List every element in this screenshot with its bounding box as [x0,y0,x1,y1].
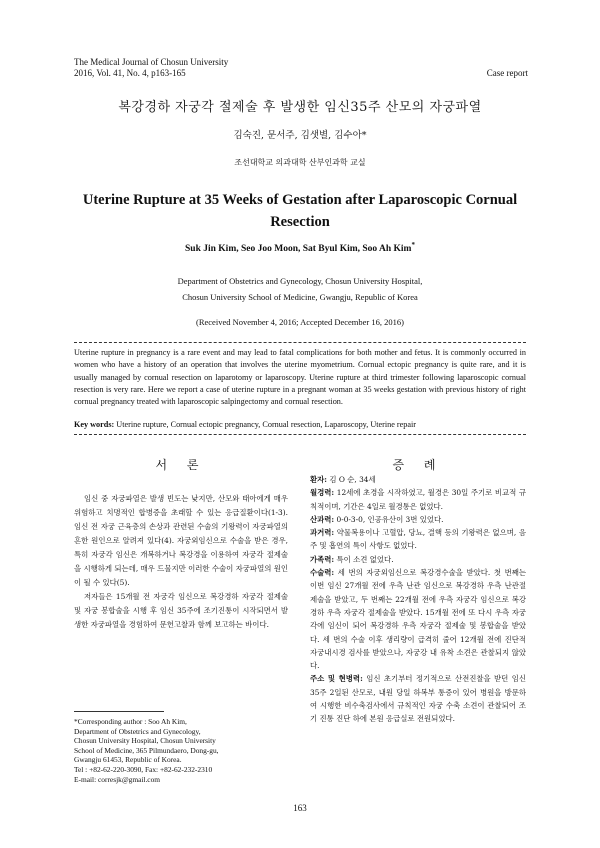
case-item-text: 12세에 초경을 시작하였고, 월경은 30일 주기로 비교적 규칙적이며, 기간은 4일로 월경통은 없었다. [310,488,526,511]
case-item-text: 특이 소견 없었다. [336,554,394,564]
case-item [310,513,526,526]
corresponding-author-footnote [74,717,294,784]
case-item [310,473,526,486]
corresponding-mark: * [411,241,415,249]
case-column [310,473,526,726]
english-affiliation [0,273,600,305]
english-authors [0,241,600,254]
footnote-line: School of Medicine, 365 Pilmundaero, Dong-gu, [74,745,219,755]
case-item-label: 주소 및 현병력: [310,674,363,684]
intro-heading: 서 론 [155,458,207,472]
english-title: Uterine Rupture at 35 Weeks of Gestation after Laparoscopic Cornual Resection [82,192,518,230]
case-item-text: 김 O 순, 34세 [329,475,376,484]
affiliation-line-2: Chosun University School of Medicine, Gwangju, Republic of Korea [182,292,418,302]
korean-authors: 김숙진, 문서주, 김샛별, 김수아* [233,130,367,141]
journal-issue: 2016, Vol. 41, No. 4, p163-165 [74,68,186,78]
case-item-label: 환자: [310,475,328,484]
case-item-label: 월경력: [310,488,335,498]
footnote-email: E-mail: corresjk@gmail.com [74,774,161,784]
intro-column [74,492,288,632]
case-item [310,672,526,725]
journal-header [74,57,228,79]
case-item-text: 세 번의 자궁외임신으로 복강경수술을 받았다. 첫 번째는 이번 임신 27개월 전에 우측 난관 임신으로 복강경하 우측 난관절제술을 받았고, 두 번째는 22개월 전에 우측 자궁각 임신으로 복강경하 우측 자궁각 절제술을 받았다. 15개월 전에 또 다시 우측 자궁각에 임신이 되어 복강경하 우측 자궁각 절제술 및 봉합술을 받았다. 세 번의 수술 이후 생리량이 급격히 줄어 12개월 전에 진단적 자궁내시경 검사를 받았으나, 자궁강 내 유착 소견은 관찰되지 않았다. [310,568,527,671]
intro-paragraph-1: 임신 중 자궁파열은 발생 빈도는 낮지만, 산모와 태아에게 매우 위험하고 치명적인 합병증을 초래할 수 있는 응급질환이다(1-3). 임신 전 자궁 근육층의 손상과 관련된 수술의 기왕력이 자궁파열의 흔한 원인으로 알려져 있다(4). 자궁외임신으로 수술을 받은 경우, 특히 자궁각 임신은 개복하거나 복강경을 이용하여 자궁각 절제술을 시행하게 되는데, 매우 드물지만 이러한 수술이 자궁파열의 원인이 될 수 있다(5). [74,494,288,587]
journal-name: The Medical Journal of Chosun University [74,57,229,67]
abstract-bottom-divider [74,434,526,435]
keywords [74,419,526,431]
case-item-text: 약물복용이나 고혈압, 당뇨, 결핵 등의 기왕력은 없으며, 음주 및 흡연의 특이 사항도 없었다. [310,528,526,551]
footnote-line: Department of Obstetrics and Gynecology, [74,726,201,736]
case-heading: 증 례 [392,458,444,472]
footnote-line: *Corresponding author : Soo Ah Kim, [74,717,187,726]
report-type: Case report [486,68,528,78]
case-item [310,553,526,566]
case-item-text: 0-0-3-0, 인공유산이 3번 있었다. [336,514,444,524]
footnote-line: Tel : +82-62-220-3090, Fax: +82-62-232-2310 [74,764,213,774]
case-item-label: 과거력: [310,528,335,538]
case-item-label: 수술력: [310,568,335,578]
abstract-text: Uterine rupture in pregnancy is a rare event and may lead to fatal complications for both mother and fetus. It is commonly occurred in women who have a history of an operation that involves the uterine myometrium. Cornual ectopic pregnancy is quite rare, and it is usually managed by cornual resection on laparotomy or laparoscopy. Uterine rupture at third trimester following laparoscopic cornual resection is very rare. Here we report a case of uterine rupture in a pregnant woman at 35 weeks gestation with previous history of right cornual pregnancy treated with laparoscopic salpingectomy and cornual resection. [74,348,526,407]
korean-affiliation: 조선대학교 의과대학 산부인과학 교실 [234,158,366,167]
intro-paragraph-2: 저자들은 15개월 전 자궁각 임신으로 복강경하 자궁각 절제술 및 자궁 봉합술을 시행 후 임신 35주에 조기진통이 시작되면서 발생한 자궁파열을 경험하여 문헌고찰과 함께 보고하는 바이다. [74,592,288,629]
received-dates: (Received November 4, 2016; Accepted December 16, 2016) [196,317,404,327]
page-number: 163 [293,803,307,813]
abstract-top-divider [74,342,526,343]
case-item [310,486,526,513]
korean-title: 복강경하 자궁각 절제술 후 발생한 임신35주 산모의 자궁파열 [118,100,482,115]
keywords-text: Uterine rupture, Cornual ectopic pregnancy, Cornual resection, Laparoscopy, Uterine repair [116,420,417,429]
case-item-label: 가족력: [310,554,335,564]
affiliation-line-1: Department of Obstetrics and Gynecology, Chosun University Hospital, [177,276,423,286]
footnote-line: Chosun University Hospital, Chosun University [74,736,216,746]
keywords-label: Key words: [74,420,115,429]
case-item-label: 산과력: [310,514,335,524]
case-item [310,526,526,553]
footnote-line: Gwangju 61453, Republic of Korea. [74,755,182,765]
english-authors-names: Suk Jin Kim, Seo Joo Moon, Sat Byul Kim, Soo Ah Kim [185,244,412,255]
case-item [310,566,526,672]
case-item-text: 임신 초기부터 정기적으로 산전진찰을 받던 임신 35주 2일된 산모로, 내원 당일 하복부 통증이 있어 병원을 방문하여 시행한 비수축검사에서 규칙적인 자궁 수축 소견이 관찰되어 조기 진통 진단 하에 본원 응급실로 전원되었다. [310,674,526,724]
footnote-divider [74,711,164,712]
